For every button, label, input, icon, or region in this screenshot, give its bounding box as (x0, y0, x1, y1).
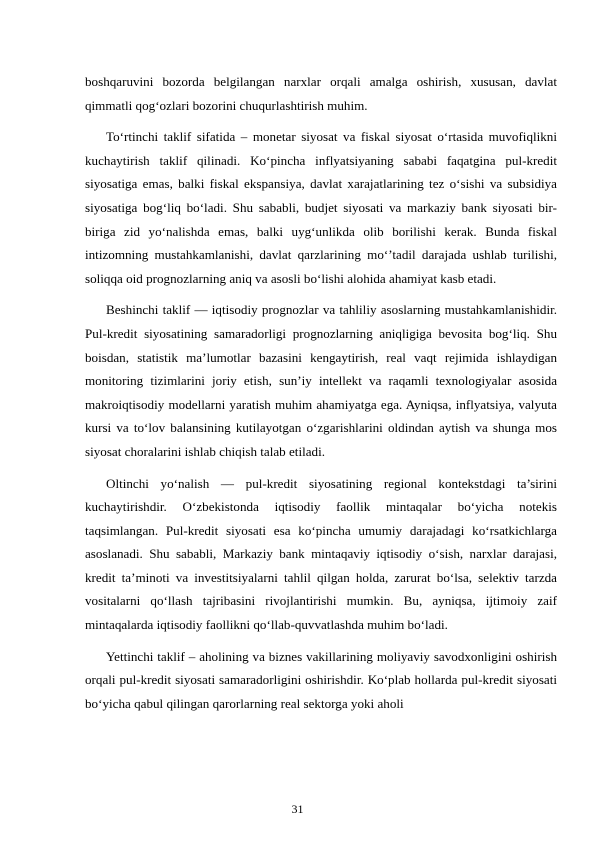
paragraph-sixth-direction: Oltinchi yo‘nalish — pul-kredit siyosatining regional kontekstdagi ta’sirini kuchaytirishdir. O‘zbekistonda iqtisodiy faollik mintaqalar bo‘yicha notekis taqsimlangan. Pul-kredit siyosati esa ko‘pincha umumiy darajadagi ko‘rsatkichlarga asoslanadi. Shu sababli, Markaziy bank mintaqaviy iqtisodiy o‘sish, narxlar darajasi, kredit ta’minoti va investitsiyalarni tahlil qilgan holda, zarurat bo‘lsa, selektiv tarzda vositalarni qo‘llash tajribasini rivojlantirishi mumkin. Bu, ayniqsa, ijtimoiy zaif mintaqalarda iqtisodiy faollikni qo‘llab-quvvatlashda muhim bo‘ladi. (85, 475, 557, 633)
paragraph-seventh-proposal: Yettinchi taklif – aholining va biznes vakillarining moliyaviy savodxonligini oshirish orqali pul-kredit siyosati samaradorligini oshirishdir. Ko‘plab hollarda pul-kredit siyosati bo‘yicha qabul qilingan qarorlarning real sektorga yoki aholi (85, 648, 557, 711)
paragraph-continuation: boshqaruvini bozorda belgilangan narxlar orqali amalga oshirish, xususan, davlat qimmatli qog‘ozlari bozorini chuqurlashtirish muhim. (85, 74, 557, 113)
paragraph-fourth-proposal: To‘rtinchi taklif sifatida – monetar siyosat va fiskal siyosat o‘rtasida muvofiqlikni kuchaytirish taklif qilinadi. Ko‘pincha inflyatsiyaning sababi faqatgina pul-kredit siyosatiga emas, balki fiskal ekspansiya, davlat xarajatlarining tez o‘sishi va subsidiya siyosatiga bog‘liq bo‘ladi. Shu sababli, budjet siyosati va markaziy bank siyosati bir-biriga zid yo‘nalishda emas, balki uyg‘unlikda olib borilishi kerak. Bunda fiskal intizomning mustahkamlanishi, davlat qarzlarining mo‘’tadil darajada ushlab turilishi, soliqqa oid prognozlarning aniq va asosli bo‘lishi alohida ahamiyat kasb etadi. (85, 129, 557, 286)
page-number: 31 (291, 802, 304, 816)
page-body (85, 70, 557, 723)
paragraph-fifth-proposal: Beshinchi taklif — iqtisodiy prognozlar va tahliliy asoslarning mustahkamlanishidir. Pul-kredit siyosatining samaradorligi prognozlarning aniqligiga bevosita bog‘liq. Shu boisdan, statistik ma’lumotlar bazasini kengaytirish, real vaqt rejimida ishlaydigan monitoring tizimlarini joriy etish, sun’iy intellekt va raqamli texnologiyalar asosida makroiqtisodiy modellarni yaratish muhim ahamiyatga ega. Ayniqsa, inflyatsiya, valyuta kursi va to‘lov balansining kutilayotgan o‘zgarishlarini oldindan aytish va shunga mos siyosat choralarini ishlab chiqish talab etiladi. (85, 302, 557, 459)
